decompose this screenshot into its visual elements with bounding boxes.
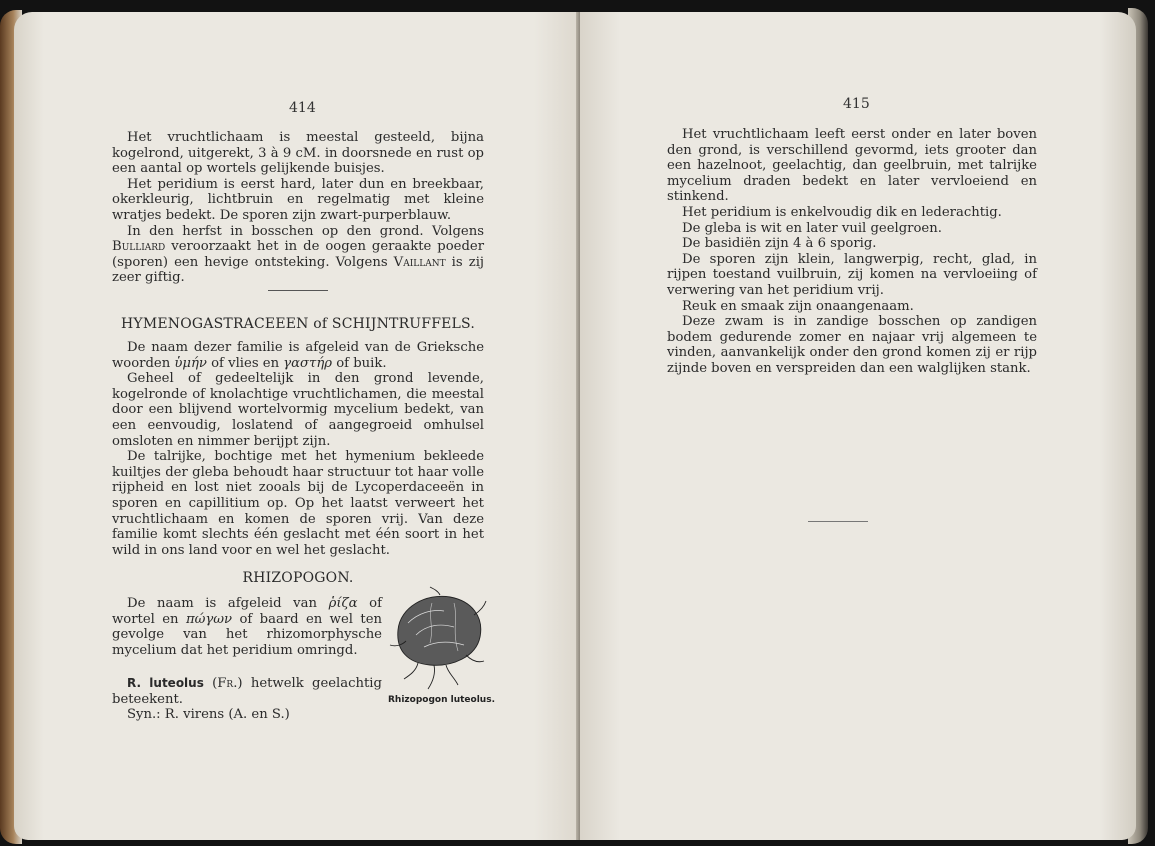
paragraph: Geheel of gedeeltelijk in den grond levende, kogelronde of knolachtige vruchtlichamen, die meestal door een blijvend wortelvormig mycelium bedekt, van een eenvoudig, loslatend of aangegroeid omhulsel omsloten en nimmer berijpt zijn. — [112, 371, 484, 449]
species-author: (Fr.) — [203, 676, 243, 691]
right-divider — [808, 521, 868, 522]
rhizopogon-illustration — [388, 585, 488, 693]
paragraph: De basidiën zijn 4 à 6 sporig. — [682, 236, 877, 252]
greek-word: γαστήρ — [283, 355, 333, 371]
species-text — [112, 676, 382, 723]
text-segment: is zij zeer giftig. — [112, 254, 484, 286]
right-page-number: 415 — [843, 96, 870, 112]
paragraph: Het peridium is eerst hard, later dun en breekbaar, okerkleurig, lichtbruin en regelmatig met kleine wratjes bedekt. De sporen zijn zwart-purperblauw. — [112, 176, 484, 223]
greek-word: ὑμήν — [174, 355, 207, 371]
paragraph: Het vruchtlichaam leeft eerst onder en later boven den grond, is verschillend gevormd, iets grooter dan een hazelnoot, geelachtig, dan geelbruin, met talrijke mycelium draden bedekt en later vervloeiend en stinkend. — [667, 127, 1037, 205]
section-divider — [268, 290, 328, 291]
species-paragraph — [112, 676, 382, 707]
paragraph: Deze zwam is in zandige bosschen op zandigen bodem gedurende zomer en najaar vrij algemeen te vinden, aanvankelijk onder den grond komen zij er rijp zijnde boven en verspreiden dan een walglijken stank. — [667, 314, 1037, 376]
section-text — [112, 340, 484, 558]
text-segment: In den herfst in bosschen op den grond. Volgens — [127, 223, 484, 239]
figure-caption: Rhizopogon luteolus. — [388, 695, 495, 705]
text-segment: veroorzaakt het in de oogen geraakte poeder (sporen) een hevige ontsteking. Volgens — [112, 239, 484, 270]
paragraph: De sporen zijn klein, langwerpig, recht, glad, in rijpen toestand vuilbruin, zij komen na vervloeiing of verwering van het peridium vrij. — [667, 251, 1037, 298]
section-intro — [112, 340, 484, 371]
genus-paragraph — [112, 596, 382, 658]
greek-word: πώγων — [185, 611, 233, 627]
synonym: Syn.: R. virens (A. en S.) — [127, 707, 290, 723]
paragraph-autumn — [112, 224, 484, 286]
paragraph: De talrijke, bochtige met het hymenium bekleede kuiltjes der gleba behoudt haar structuur tot haar volle rijpheid en lost niet zooals bij de Lycoperdaceeën in sporen en capillitium op. Op het laatst verweert het vruchtlichaam en komen de sporen vrij. Van deze familie komt slechts één geslacht met één soort in het wild in ons land voor en wel het geslacht. — [112, 449, 484, 558]
author-vaillant: Vaillant — [393, 254, 446, 270]
species-description: hetwelk geelachtig beteekent. — [112, 676, 382, 707]
text-segment: De naam dezer familie is afgeleid van de Grieksche woorden — [112, 340, 484, 371]
greek-word: ῥίζα — [328, 596, 358, 611]
left-page-number: 414 — [289, 100, 316, 116]
species-name: R. luteolus — [127, 676, 204, 690]
paragraph: De gleba is wit en later vuil geelgroen. — [682, 220, 942, 236]
text-segment: of vlies en — [206, 355, 284, 371]
section-heading: HYMENOGASTRACEEEN of SCHIJNTRUFFELS. — [120, 316, 475, 332]
paragraph: Reuk en smaak zijn onaangenaam. — [682, 298, 914, 314]
paragraph: Het peridium is enkelvoudig dik en lederachtig. — [682, 204, 1002, 220]
text-segment: of wortel en — [112, 596, 383, 627]
genus-heading: RHIZOPOGON. — [242, 570, 354, 586]
text-segment: of baard en wel ten gevolge van het rhizomorphysche mycelium dat het peridium omringd. — [112, 611, 382, 658]
paragraph: Het vruchtlichaam is meestal gesteeld, bijna kogelrond, uitgerekt, 3 à 9 cM. in doorsnede en rust op een aantal op wortels gelijkende buisjes. — [112, 130, 484, 177]
text-segment: De naam is afgeleid van — [127, 596, 329, 611]
text-segment: of buik. — [332, 355, 387, 371]
left-top-text — [112, 130, 484, 286]
right-text — [667, 127, 1037, 377]
author-bulliard: Bulliard — [112, 239, 166, 255]
genus-text — [112, 596, 382, 658]
